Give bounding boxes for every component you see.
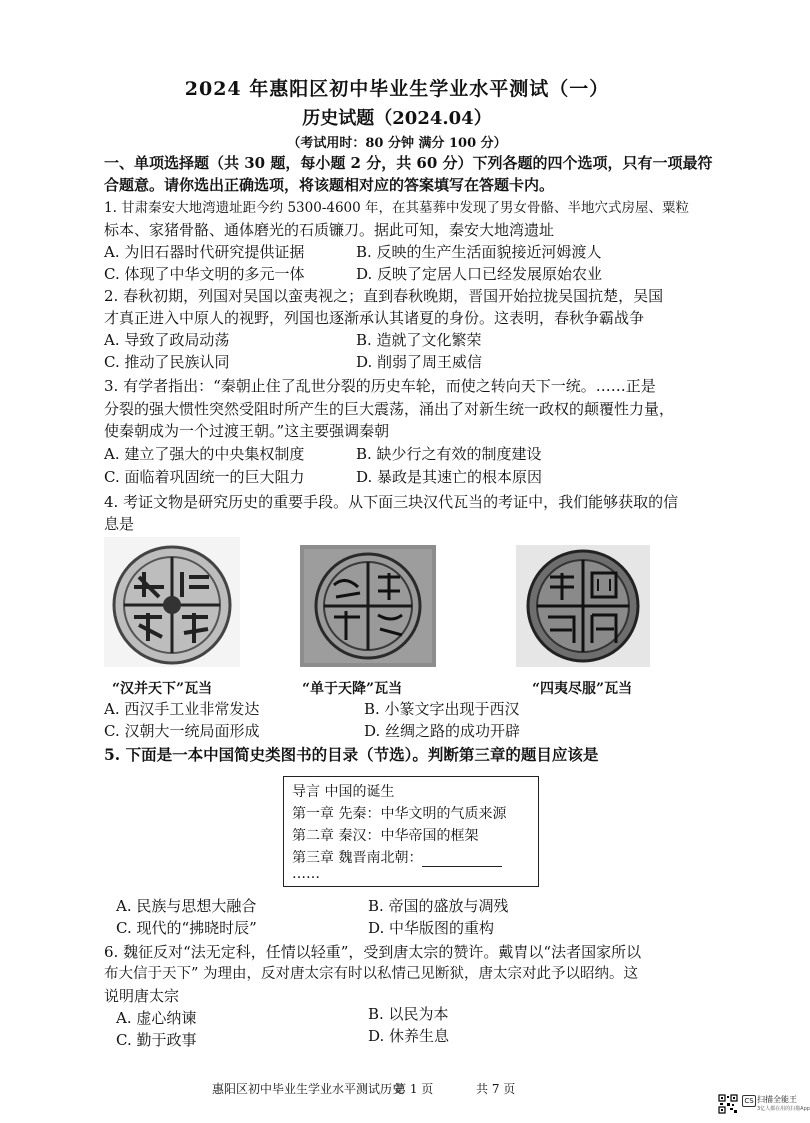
q2-stem-1: 2. 春秋初期，列国对吴国以蛮夷视之；直到春秋晚期，晋国开始拉拢吴国抗楚，吴国 <box>104 287 664 305</box>
q6-stem-1: 6. 魏征反对“法无定科，任情以轻重”，受到唐太宗的赞许。戴胄以“法者国家所以 <box>104 943 642 961</box>
footer-total-pages: 共 7 页 <box>476 1082 516 1096</box>
q6-option-b: B. 以民为本 <box>368 1005 449 1023</box>
q6-stem-3: 说明唐太宗 <box>104 987 180 1005</box>
camscanner-name: 扫描全能王 <box>757 1095 797 1104</box>
tile-image-3 <box>516 545 650 667</box>
tile-caption-1: “汉并天下”瓦当 <box>112 681 213 697</box>
q1-option-b: B. 反映的生产生活面貌接近河姆渡人 <box>356 243 602 261</box>
q1-stem-2: 标本、家猪骨骼、通体磨光的石质镰刀。据此可知，秦安大地湾遗址 <box>104 221 555 239</box>
footer-exam-name: 惠阳区初中毕业生学业水平测试历史 <box>212 1082 405 1096</box>
q4-option-d: D. 丝绸之路的成功开辟 <box>364 722 521 740</box>
camscanner-watermark <box>757 1094 810 1112</box>
q1-option-d: D. 反映了定居人口已经发展原始农业 <box>356 265 603 283</box>
section-instruction-2: 合题意。请你选出正确选项，将该题相对应的答案填写在答题卡内。 <box>104 176 555 194</box>
camscanner-logo-icon: CS <box>742 1095 756 1107</box>
camscanner-slogan: 3亿人都在用的扫描App <box>757 1106 810 1112</box>
q1-option-c: C. 体现了中华文明的多元一体 <box>104 265 305 283</box>
q3-option-c: C. 面临着巩固统一的巨大阻力 <box>104 468 305 486</box>
q6-option-d: D. 休养生息 <box>368 1027 450 1045</box>
footer-page-number: 第 1 页 <box>394 1082 434 1096</box>
q2-option-a: A. 导致了政局动荡 <box>104 331 230 349</box>
q2-option-c: C. 推动了民族认同 <box>104 353 230 371</box>
q3-stem-1: 3. 有学者指出：“秦朝止住了乱世分裂的历史车轮，而使之转向天下一统。……正是 <box>104 377 656 395</box>
toc-chapter-2: 第二章 秦汉：中华帝国的框架 <box>292 828 479 844</box>
q2-option-d: D. 削弱了周王威信 <box>356 353 483 371</box>
q5-option-b: B. 帝国的盛放与凋残 <box>368 897 509 915</box>
q4-stem-1: 4. 考证文物是研究历史的重要手段。从下面三块汉代瓦当的考证中，我们能够获取的信 <box>104 493 679 511</box>
q2-option-b: B. 造就了文化繁荣 <box>356 331 482 349</box>
q3-stem-2: 分裂的强大惯性突然受阻时所产生的巨大震荡，涌出了对新生统一政权的颠覆性力量， <box>104 400 675 418</box>
q6-option-a: A. 虚心纳谏 <box>116 1009 197 1027</box>
q3-option-b: B. 缺少行之有效的制度建设 <box>356 445 542 463</box>
q5-option-c: C. 现代的“拂晓时辰” <box>116 919 257 937</box>
toc-chapter-3-label: 第三章 魏晋南北朝： <box>292 850 423 866</box>
section-instruction-1: 一、单项选择题（共 30 题，每小题 2 分，共 60 分）下列各题的四个选项，只有一项最符 <box>104 154 713 172</box>
exam-info: （考试用时：80 分钟 满分 100 分） <box>287 136 507 151</box>
q3-option-d: D. 暴政是其速亡的根本原因 <box>356 468 543 486</box>
q5-stem: 5. 下面是一本中国简史类图书的目录（节选）。判断第三章的题目应该是 <box>104 745 599 764</box>
toc-chapter-1: 第一章 先秦：中华文明的气质来源 <box>292 806 507 822</box>
qr-code-icon <box>718 1094 738 1114</box>
toc-ellipsis: …… <box>292 866 320 882</box>
q2-stem-2: 才真正进入中原人的视野，列国也逐渐承认其诸夏的身份。这表明，春秋争霸战争 <box>104 309 645 327</box>
q5-option-a: A. 民族与思想大融合 <box>116 897 257 915</box>
q4-option-c: C. 汉朝大一统局面形成 <box>104 722 260 740</box>
exam-title: 2024 年惠阳区初中毕业生学业水平测试（一） <box>184 78 610 100</box>
tile-image-1 <box>104 537 240 667</box>
toc-chapter-3 <box>292 847 502 867</box>
q1-option-a: A. 为旧石器时代研究提供证据 <box>104 243 305 261</box>
tile-caption-2: “单于天降”瓦当 <box>302 681 403 697</box>
q4-option-b: B. 小篆文字出现于西汉 <box>364 700 520 718</box>
toc-blank-line <box>422 853 502 867</box>
q4-option-a: A. 西汉手工业非常发达 <box>104 700 260 718</box>
tile-image-2 <box>300 545 436 667</box>
q4-stem-2: 息是 <box>104 515 135 533</box>
exam-subtitle: 历史试题（2024.04） <box>302 108 492 129</box>
table-of-contents-box <box>283 776 539 887</box>
q3-stem-3: 使秦朝成为一个过渡王朝。”这主要强调秦朝 <box>104 422 390 440</box>
q1-stem-1: 1. 甘肃秦安大地湾遗址距今约 5300-4600 年，在其墓葬中发现了男女骨骼、半地穴式房屋、粟粒 <box>104 200 690 216</box>
q5-option-d: D. 中华版图的重构 <box>368 919 495 937</box>
tile-caption-3: “四夷尽服”瓦当 <box>532 681 633 697</box>
toc-intro: 导言 中国的诞生 <box>292 784 395 800</box>
q6-stem-2: 布大信于天下” 为理由，反对唐太宗有时以私情己见断狱，唐太宗对此予以昭纳。这 <box>104 966 639 982</box>
q3-option-a: A. 建立了强大的中央集权制度 <box>104 445 305 463</box>
q6-option-c: C. 勤于政事 <box>116 1031 197 1049</box>
